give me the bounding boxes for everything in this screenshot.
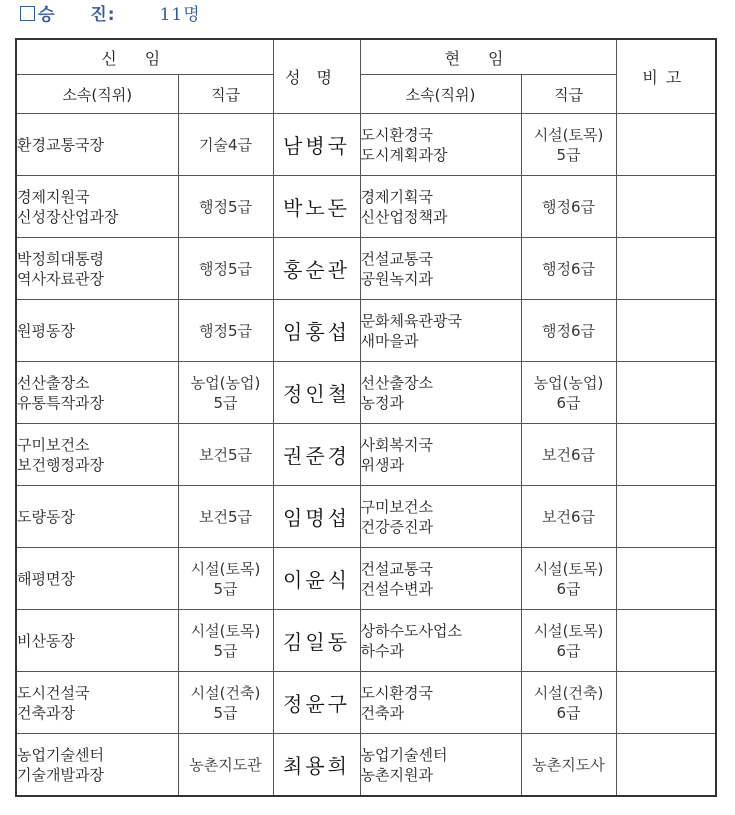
- current-affiliation-cell-line: 경제기획국: [360, 187, 433, 206]
- new-grade-cell-line: 5급: [213, 579, 238, 598]
- current-grade-cell: [521, 548, 616, 610]
- current-affiliation-cell: [360, 114, 521, 176]
- new-affiliation-cell-line: 유통특작과장: [17, 393, 104, 412]
- current-affiliation-cell-line: 상하수도사업소: [360, 621, 462, 640]
- section-heading: [20, 0, 201, 24]
- heading-label: 승 진:: [38, 5, 116, 25]
- new-affiliation-cell-line: 도시건설국: [17, 683, 90, 702]
- current-grade-cell-line: 행정6급: [542, 259, 596, 278]
- new-grade-cell: [178, 176, 273, 238]
- current-grade-cell-line: 시설(건축): [533, 683, 604, 702]
- current-affiliation-cell-line: 건설교통국: [360, 249, 433, 268]
- promotion-count: 11명: [159, 5, 201, 25]
- new-affiliation-cell-line: 농업기술센터: [17, 745, 104, 764]
- person-name-cell: 김일동: [273, 610, 360, 672]
- new-affiliation-cell-line: 해평면장: [17, 569, 75, 588]
- current-grade-cell-line: 6급: [556, 641, 581, 660]
- person-name-cell: 권준경: [273, 424, 360, 486]
- person-name-cell: 홍순관: [273, 238, 360, 300]
- new-grade-cell: [178, 486, 273, 548]
- new-affiliation-cell: [16, 672, 178, 734]
- new-affiliation-cell: [16, 238, 178, 300]
- person-name-cell: 이윤식: [273, 548, 360, 610]
- current-affiliation-cell-line: 농촌지원과: [360, 765, 433, 784]
- current-affiliation-cell-line: 건설수변과: [360, 579, 433, 598]
- new-grade-cell: [178, 610, 273, 672]
- note-cell: [616, 672, 716, 734]
- new-grade-cell: [178, 300, 273, 362]
- new-affiliation-cell-line: 선산출장소: [17, 373, 90, 392]
- new-affiliation-cell-line: 환경교통국장: [17, 135, 104, 154]
- person-name-cell: 정윤구: [273, 672, 360, 734]
- note-header: 비고: [616, 39, 716, 114]
- current-affiliation-cell-line: 위생과: [360, 455, 404, 474]
- current-affiliation-cell-line: 문화체육관광국: [360, 311, 462, 330]
- current-affiliation-cell: [360, 548, 521, 610]
- current-affiliation-cell-line: 도시환경국: [360, 125, 433, 144]
- new-post-header: 신임: [16, 39, 273, 75]
- person-name-cell: 임명섭: [273, 486, 360, 548]
- current-grade-cell-line: 농촌지도사: [532, 755, 605, 774]
- current-affiliation-cell: [360, 734, 521, 797]
- note-cell: [616, 300, 716, 362]
- current-affiliation-cell-line: 새마을과: [360, 331, 419, 350]
- current-affiliation-header: 소속(직위): [360, 75, 521, 114]
- table-row: [16, 238, 716, 300]
- new-affiliation-cell-line: 건축과장: [17, 703, 75, 722]
- current-grade-cell: [521, 238, 616, 300]
- new-grade-cell: [178, 424, 273, 486]
- current-grade-cell-line: 5급: [556, 145, 581, 164]
- new-affiliation-cell: [16, 176, 178, 238]
- note-cell: [616, 176, 716, 238]
- table-row: [16, 486, 716, 548]
- note-cell: [616, 362, 716, 424]
- new-affiliation-cell: [16, 362, 178, 424]
- current-affiliation-cell-line: 건설교통국: [360, 559, 433, 578]
- current-grade-cell: [521, 672, 616, 734]
- current-grade-cell-line: 시설(토목): [533, 621, 604, 640]
- current-grade-cell-line: 농업(농업): [533, 373, 604, 392]
- new-grade-cell: [178, 672, 273, 734]
- new-grade-cell: [178, 548, 273, 610]
- current-affiliation-cell-line: 도시환경국: [360, 683, 433, 702]
- current-grade-cell: [521, 300, 616, 362]
- current-affiliation-cell-line: 선산출장소: [360, 373, 433, 392]
- current-affiliation-cell: [360, 672, 521, 734]
- current-affiliation-cell-line: 하수과: [360, 641, 404, 660]
- new-affiliation-cell: [16, 734, 178, 797]
- new-grade-cell-line: 시설(건축): [190, 683, 261, 702]
- current-affiliation-cell: [360, 300, 521, 362]
- current-affiliation-cell: [360, 362, 521, 424]
- new-grade-cell-line: 농업(농업): [190, 373, 261, 392]
- new-grade-cell-line: 5급: [213, 703, 238, 722]
- note-cell: [616, 486, 716, 548]
- new-affiliation-cell: [16, 114, 178, 176]
- note-cell: [616, 548, 716, 610]
- new-grade-cell: [178, 734, 273, 797]
- current-affiliation-cell-line: 도시계획과장: [360, 145, 448, 164]
- name-header: 성명: [273, 39, 360, 114]
- new-grade-cell-line: 행정5급: [199, 259, 253, 278]
- current-grade-cell: [521, 486, 616, 548]
- new-grade-cell-line: 기술4급: [199, 135, 253, 154]
- current-affiliation-cell-line: 공원녹지과: [360, 269, 433, 288]
- current-grade-cell: [521, 734, 616, 797]
- new-grade-cell-line: 시설(토목): [190, 621, 261, 640]
- current-affiliation-cell-line: 구미보건소: [360, 497, 433, 516]
- current-grade-cell-line: 행정6급: [542, 197, 596, 216]
- table-row: [16, 424, 716, 486]
- current-affiliation-cell-line: 건축과: [360, 703, 404, 722]
- table-row: [16, 672, 716, 734]
- new-affiliation-cell-line: 원평동장: [17, 321, 75, 340]
- current-affiliation-cell-line: 신산업정책과: [360, 207, 448, 226]
- new-grade-cell-line: 시설(토목): [190, 559, 261, 578]
- current-grade-cell: [521, 424, 616, 486]
- table-row: [16, 362, 716, 424]
- current-grade-cell-line: 행정6급: [542, 321, 596, 340]
- table-row: [16, 610, 716, 672]
- note-cell: [616, 238, 716, 300]
- new-grade-cell: [178, 362, 273, 424]
- new-grade-header: 직급: [178, 75, 273, 114]
- personnel-table: [15, 38, 717, 797]
- new-grade-cell-line: 보건5급: [199, 445, 253, 464]
- table-row: [16, 734, 716, 797]
- person-name-cell: 최용희: [273, 734, 360, 797]
- current-post-header: 현임: [360, 39, 616, 75]
- person-name-cell: 남병국: [273, 114, 360, 176]
- new-affiliation-cell: [16, 486, 178, 548]
- current-affiliation-cell-line: 농정과: [360, 393, 404, 412]
- current-grade-cell-line: 6급: [556, 703, 581, 722]
- new-grade-cell-line: 행정5급: [199, 197, 253, 216]
- new-affiliation-cell-line: 경제지원국: [17, 187, 90, 206]
- new-grade-cell-line: 행정5급: [199, 321, 253, 340]
- current-grade-cell: [521, 176, 616, 238]
- new-grade-cell-line: 보건5급: [199, 507, 253, 526]
- new-affiliation-cell-line: 도량동장: [17, 507, 75, 526]
- current-grade-cell-line: 보건6급: [542, 445, 596, 464]
- new-affiliation-header: 소속(직위): [16, 75, 178, 114]
- new-affiliation-cell: [16, 610, 178, 672]
- new-grade-cell-line: 5급: [213, 393, 238, 412]
- note-cell: [616, 734, 716, 797]
- current-grade-cell-line: 시설(토목): [533, 125, 604, 144]
- person-name-cell: 임홍섭: [273, 300, 360, 362]
- new-affiliation-cell-line: 비산동장: [17, 631, 75, 650]
- new-grade-cell-line: 농촌지도관: [189, 755, 262, 774]
- current-grade-cell-line: 시설(토목): [533, 559, 604, 578]
- current-affiliation-cell: [360, 424, 521, 486]
- new-affiliation-cell-line: 보건행정과장: [17, 455, 104, 474]
- table-row: [16, 176, 716, 238]
- new-grade-cell: [178, 238, 273, 300]
- current-affiliation-cell: [360, 176, 521, 238]
- current-grade-cell-line: 6급: [556, 393, 581, 412]
- new-affiliation-cell: [16, 424, 178, 486]
- new-affiliation-cell-line: 역사자료관장: [17, 269, 104, 288]
- current-grade-cell: [521, 610, 616, 672]
- current-grade-cell-line: 보건6급: [542, 507, 596, 526]
- current-grade-header: 직급: [521, 75, 616, 114]
- current-affiliation-cell: [360, 238, 521, 300]
- note-cell: [616, 114, 716, 176]
- note-cell: [616, 610, 716, 672]
- table-row: [16, 548, 716, 610]
- current-affiliation-cell-line: 사회복지국: [360, 435, 433, 454]
- current-affiliation-cell-line: 농업기술센터: [360, 745, 448, 764]
- current-affiliation-cell: [360, 486, 521, 548]
- person-name-cell: 박노돈: [273, 176, 360, 238]
- new-grade-cell: [178, 114, 273, 176]
- current-affiliation-cell: [360, 610, 521, 672]
- new-affiliation-cell-line: 기술개발과장: [17, 765, 104, 784]
- new-affiliation-cell-line: 신성장산업과장: [17, 207, 119, 226]
- new-affiliation-cell-line: 구미보건소: [17, 435, 90, 454]
- note-cell: [616, 424, 716, 486]
- new-grade-cell-line: 5급: [213, 641, 238, 660]
- table-row: [16, 300, 716, 362]
- new-affiliation-cell: [16, 300, 178, 362]
- current-grade-cell: [521, 114, 616, 176]
- current-affiliation-cell-line: 건강증진과: [360, 517, 433, 536]
- current-grade-cell: [521, 362, 616, 424]
- checkbox-square-icon: [20, 6, 35, 21]
- current-grade-cell-line: 6급: [556, 579, 581, 598]
- new-affiliation-cell-line: 박정희대통령: [17, 249, 104, 268]
- new-affiliation-cell: [16, 548, 178, 610]
- table-row: [16, 114, 716, 176]
- person-name-cell: 정인철: [273, 362, 360, 424]
